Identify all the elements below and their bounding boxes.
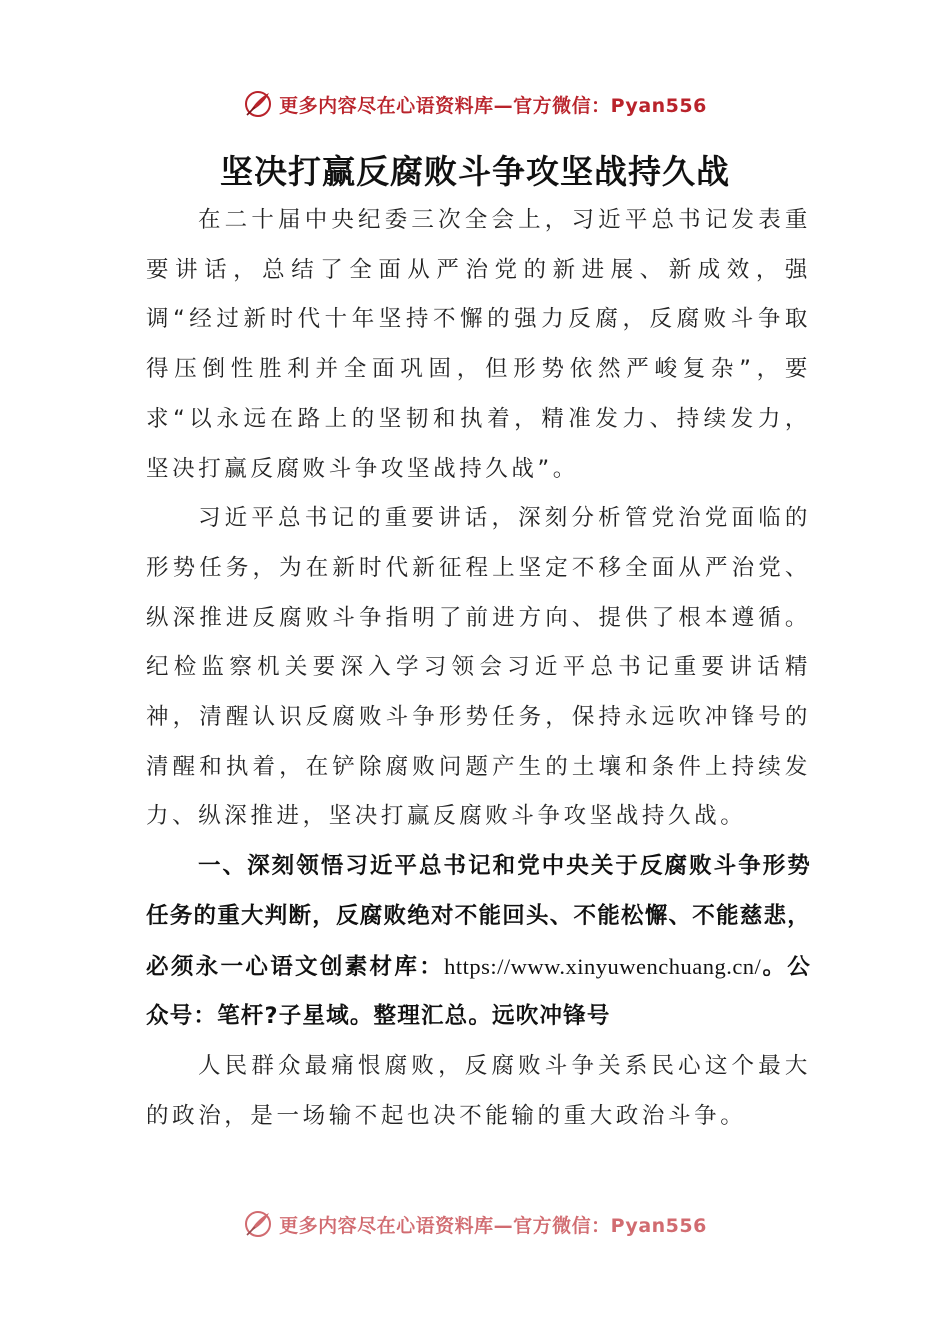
paragraph-3: 人民群众最痛恨腐败，反腐败斗争关系民心这个最大的政治，是一场输不起也决不能输的重大政治斗争。 [146, 1052, 811, 1129]
heading-text-part1: 一、深刻领悟习近平总书记和党中央关于反腐败斗争形势任务的重大判断，反腐败绝对不能回头、不能松懈、不能慈悲，必须永一心语文创素材库： [146, 853, 811, 980]
paragraph-2: 习近平总书记的重要讲话，深刻分析管党治党面临的形势任务，为在新时代新征程上坚定不移全面从严治党、纵深推进反腐败斗争指明了前进方向、提供了根本遵循。纪检监察机关要深入学习领会习近平总书记重要讲话精神，清醒认识反腐败斗争形势任务，保持永远吹冲锋号的清醒和执着，在铲除腐败问题产生的土壤和条件上持续发力、纵深推进，坚决打赢反腐败斗争攻坚战持久战。 [146, 505, 811, 830]
header-watermark-banner [0, 86, 950, 122]
footer-watermark-text: 更多内容尽在心语资料库—官方微信：Pyan556 [279, 1214, 707, 1237]
paragraph-1: 在二十届中央纪委三次全会上，习近平总书记发表重要讲话，总结了全面从严治党的新进展、新成效，强调“经过新时代十年坚持不懈的强力反腐，反腐败斗争取得压倒性胜利并全面巩固，但形势依然严峻复杂”，要求“以永远在路上的坚韧和执着，精准发力、持续发力，坚决打赢反腐败斗争攻坚战持久战”。 [146, 207, 811, 482]
heading-text-part2: 。公众号：笔杆?子星域。整理汇总。远吹冲锋号 [146, 953, 811, 1030]
feather-quill-icon [243, 89, 273, 119]
feather-quill-icon [243, 1209, 273, 1239]
document-body [146, 196, 811, 1141]
document-title: 坚决打赢反腐败斗争攻坚战持久战 [220, 152, 730, 191]
section-heading-1 [146, 842, 811, 1042]
footer-watermark-banner [0, 1206, 950, 1242]
source-url: https://www.xinyuwenchuang.cn/ [444, 953, 762, 979]
header-watermark-text: 更多内容尽在心语资料库—官方微信：Pyan556 [279, 94, 707, 117]
